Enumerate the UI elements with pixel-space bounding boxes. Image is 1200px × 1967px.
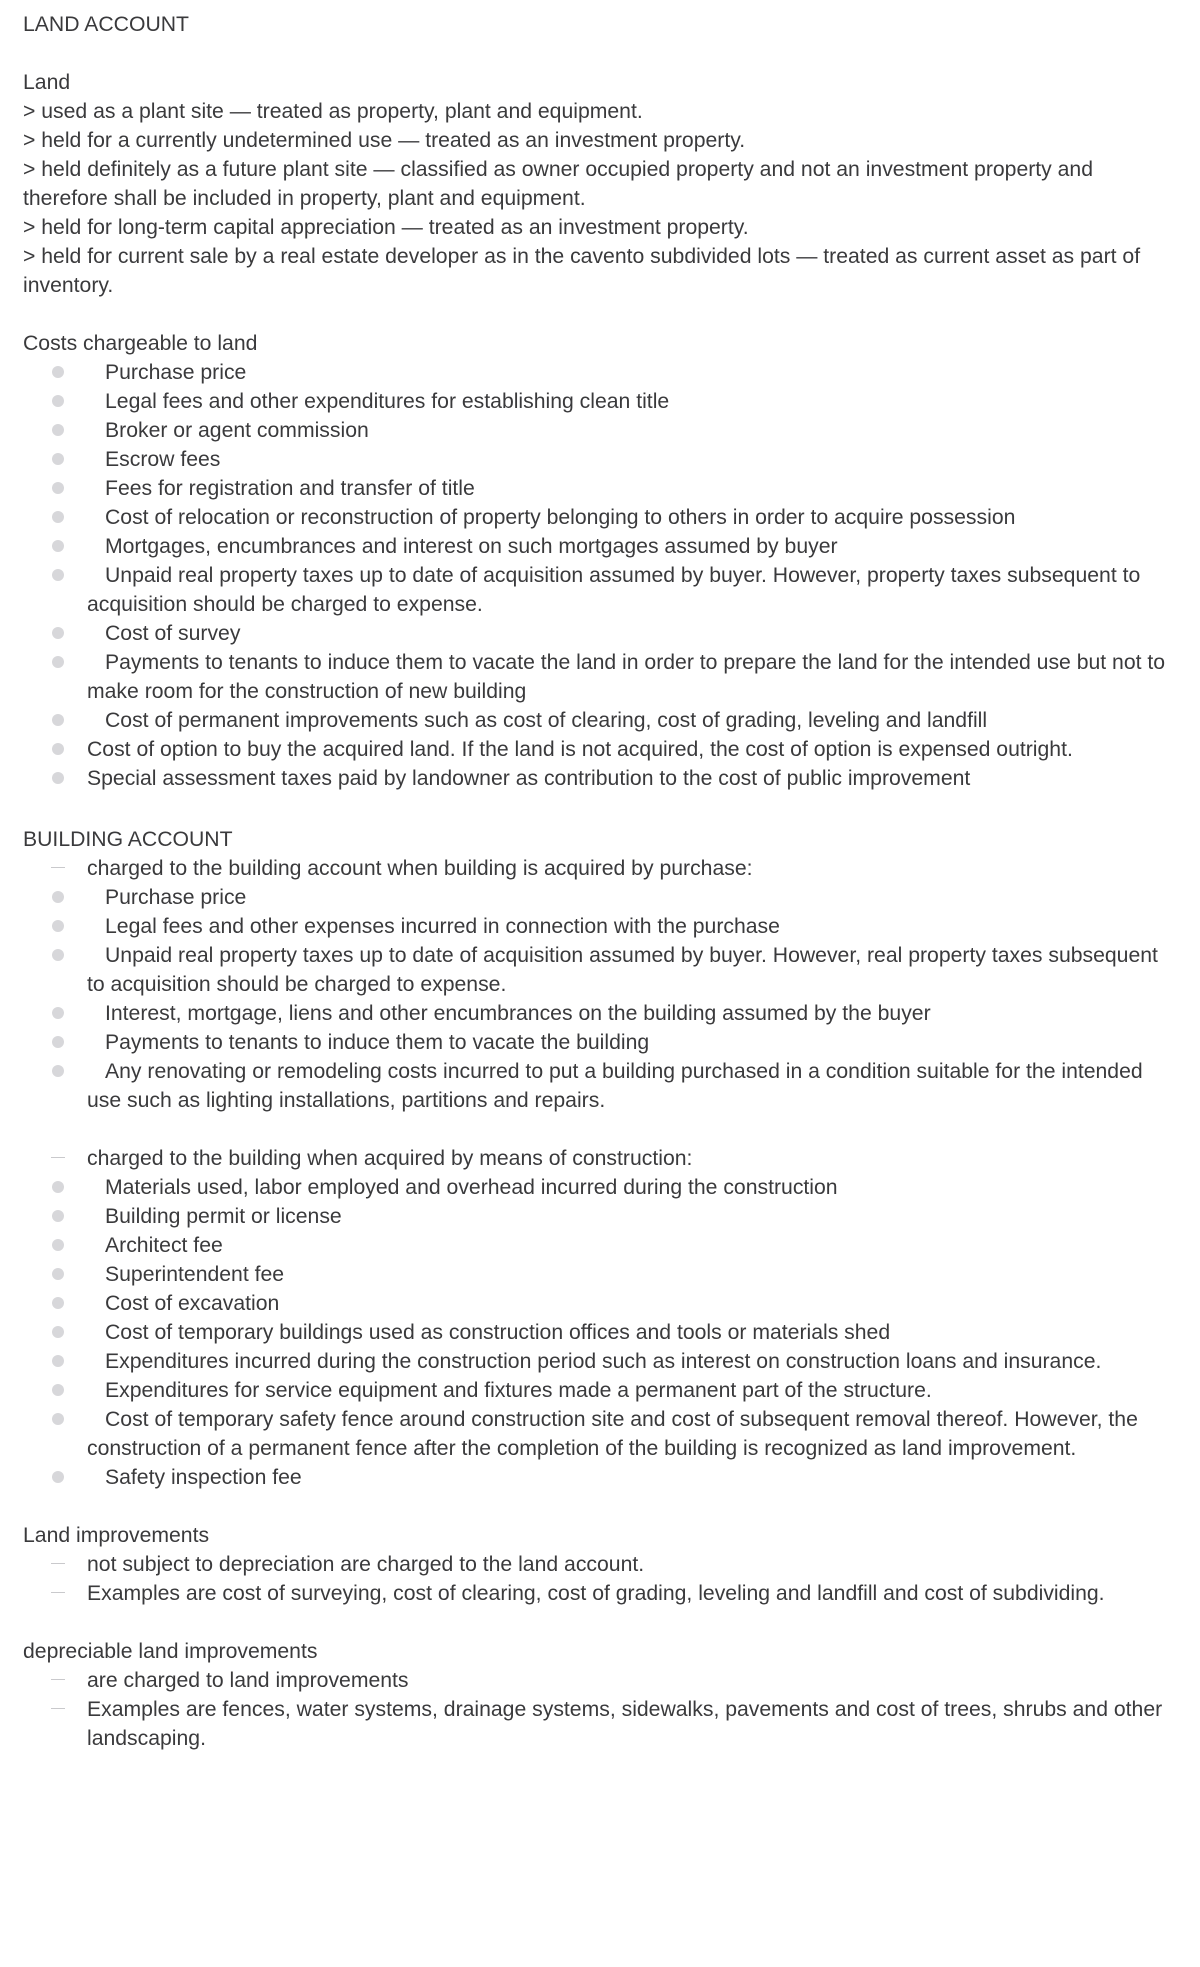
bullet-dot-icon — [46, 1289, 70, 1318]
bullet-dot-icon — [46, 619, 70, 648]
list-item: Materials used, labor employed and overhead incurred during the construction — [23, 1173, 1177, 1202]
list-item: Examples are cost of surveying, cost of clearing, cost of grading, leveling and landfill and cost of subdividing. — [23, 1579, 1177, 1608]
list-item: are charged to land improvements — [23, 1666, 1177, 1695]
list-item: Superintendent fee — [23, 1260, 1177, 1289]
dash-icon — [46, 1695, 70, 1724]
list-item: Escrow fees — [23, 445, 1177, 474]
list-item: Cost of temporary buildings used as construction offices and tools or materials shed — [23, 1318, 1177, 1347]
bullet-dot-icon — [46, 532, 70, 561]
list-item: Fees for registration and transfer of title — [23, 474, 1177, 503]
land-costs-list — [23, 358, 1177, 793]
bullet-dot-icon — [46, 503, 70, 532]
list-item: Unpaid real property taxes up to date of acquisition assumed by buyer. However, property taxes subsequent to acquisition should be charged to expense. — [23, 561, 1177, 619]
list-item: Cost of temporary safety fence around construction site and cost of subsequent removal thereof. However, the construction of a permanent fence after the completion of the building is recognized as land improvement. — [23, 1405, 1177, 1463]
list-item: Expenditures for service equipment and fixtures made a permanent part of the structure. — [23, 1376, 1177, 1405]
list-item: Examples are fences, water systems, drainage systems, sidewalks, pavements and cost of trees, shrubs and other landscaping. — [23, 1695, 1177, 1753]
list-item: Cost of option to buy the acquired land. If the land is not acquired, the cost of option is expensed outright. — [23, 735, 1177, 764]
bullet-dot-icon — [46, 1173, 70, 1202]
bullet-dot-icon — [46, 883, 70, 912]
list-heading: charged to the building when acquired by means of construction: — [23, 1144, 1177, 1173]
land-use-item: > held for long-term capital appreciation — treated as an investment property. — [23, 216, 749, 239]
bullet-dot-icon — [46, 1376, 70, 1405]
list-item: Mortgages, encumbrances and interest on such mortgages assumed by buyer — [23, 532, 1177, 561]
dash-icon — [46, 854, 70, 883]
land-use-item: > held for a currently undetermined use — treated as an investment property. — [23, 129, 746, 152]
bullet-dot-icon — [46, 648, 70, 677]
list-item: Legal fees and other expenses incurred in connection with the purchase — [23, 912, 1177, 941]
bullet-dot-icon — [46, 445, 70, 474]
bullet-dot-icon — [46, 1463, 70, 1492]
bullet-dot-icon — [46, 912, 70, 941]
list-item: Any renovating or remodeling costs incurred to put a building purchased in a condition suitable for the intended use such as lighting installations, partitions and repairs. — [23, 1057, 1177, 1115]
building-purchase-list — [23, 854, 1177, 1115]
bullet-dot-icon — [46, 735, 70, 764]
list-item: Unpaid real property taxes up to date of acquisition assumed by buyer. However, real property taxes subsequent to acquisition should be charged to expense. — [23, 941, 1177, 999]
list-item: Cost of relocation or reconstruction of property belonging to others in order to acquire possession — [23, 503, 1177, 532]
bullet-dot-icon — [46, 561, 70, 590]
dash-icon — [46, 1144, 70, 1173]
list-item: Purchase price — [23, 883, 1177, 912]
bullet-dot-icon — [46, 1260, 70, 1289]
dash-icon — [46, 1666, 70, 1695]
list-item: Purchase price — [23, 358, 1177, 387]
bullet-dot-icon — [46, 941, 70, 970]
land-use-item: > held definitely as a future plant site — classified as owner occupied property and not an investment property and therefore shall be included in property, plant and equipment. — [23, 158, 1093, 210]
bullet-dot-icon — [46, 706, 70, 735]
land-use-item: > used as a plant site — treated as property, plant and equipment. — [23, 100, 643, 123]
bullet-dot-icon — [46, 764, 70, 793]
bullet-dot-icon — [46, 358, 70, 387]
list-item: Payments to tenants to induce them to vacate the land in order to prepare the land for the intended use but not to make room for the construction of new building — [23, 648, 1177, 706]
list-item: Building permit or license — [23, 1202, 1177, 1231]
depreciable-land-improvements-list — [23, 1666, 1177, 1753]
list-item: Expenditures incurred during the construction period such as interest on construction loans and insurance. — [23, 1347, 1177, 1376]
building-account-title: BUILDING ACCOUNT — [23, 828, 233, 851]
land-account-title: LAND ACCOUNT — [23, 13, 189, 36]
bullet-dot-icon — [46, 1405, 70, 1434]
bullet-dot-icon — [46, 387, 70, 416]
building-construction-list — [23, 1144, 1177, 1492]
land-subtitle: Land — [23, 71, 71, 94]
bullet-dot-icon — [46, 1028, 70, 1057]
bullet-dot-icon — [46, 416, 70, 445]
list-item: not subject to depreciation are charged to the land account. — [23, 1550, 1177, 1579]
bullet-dot-icon — [46, 1057, 70, 1086]
bullet-dot-icon — [46, 999, 70, 1028]
land-improvements-list — [23, 1550, 1177, 1608]
bullet-dot-icon — [46, 1318, 70, 1347]
dash-icon — [46, 1550, 70, 1579]
depreciable-land-improvements-title: depreciable land improvements — [23, 1640, 318, 1663]
list-item: Safety inspection fee — [23, 1463, 1177, 1492]
land-use-item: > held for current sale by a real estate developer as in the cavento subdivided lots — treated as current asset as part of inventory. — [23, 245, 1141, 297]
list-heading: charged to the building account when building is acquired by purchase: — [23, 854, 1177, 883]
bullet-dot-icon — [46, 1231, 70, 1260]
list-item: Architect fee — [23, 1231, 1177, 1260]
list-item: Broker or agent commission — [23, 416, 1177, 445]
land-costs-heading: Costs chargeable to land — [23, 332, 258, 355]
list-item: Interest, mortgage, liens and other encumbrances on the building assumed by the buyer — [23, 999, 1177, 1028]
list-item: Legal fees and other expenditures for establishing clean title — [23, 387, 1177, 416]
bullet-dot-icon — [46, 474, 70, 503]
list-item: Cost of survey — [23, 619, 1177, 648]
land-improvements-title: Land improvements — [23, 1524, 210, 1547]
list-item: Special assessment taxes paid by landowner as contribution to the cost of public improvement — [23, 764, 1177, 793]
bullet-dot-icon — [46, 1347, 70, 1376]
list-item: Cost of permanent improvements such as cost of clearing, cost of grading, leveling and landfill — [23, 706, 1177, 735]
list-item: Payments to tenants to induce them to vacate the building — [23, 1028, 1177, 1057]
bullet-dot-icon — [46, 1202, 70, 1231]
dash-icon — [46, 1579, 70, 1608]
list-item: Cost of excavation — [23, 1289, 1177, 1318]
